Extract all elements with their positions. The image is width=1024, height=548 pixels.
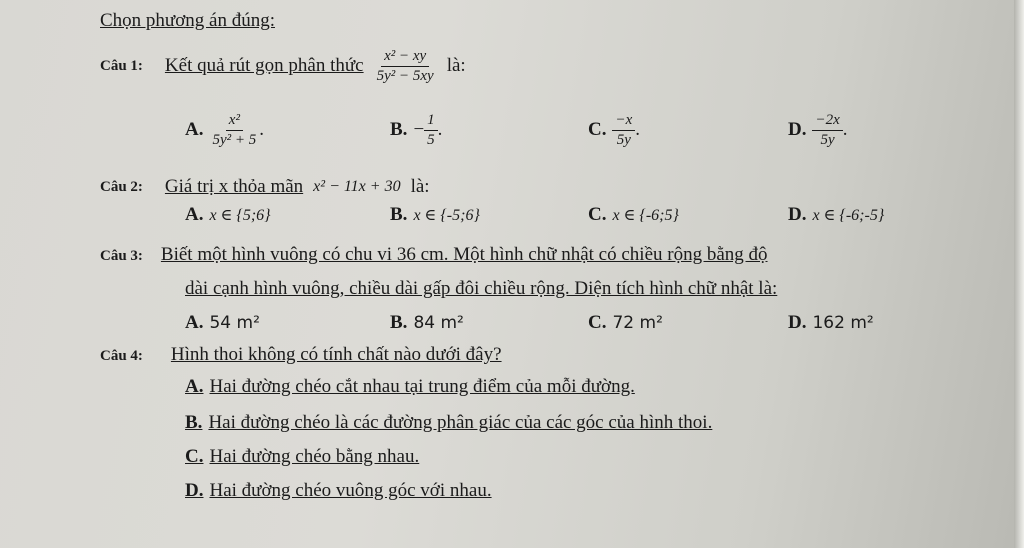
option-fraction bbox=[812, 112, 842, 148]
fraction-denominator: 5y² + 5 bbox=[212, 131, 257, 148]
option-text: x ∈ {-6;-5} bbox=[812, 207, 885, 224]
option-letter: C. bbox=[185, 446, 204, 467]
option-fraction bbox=[209, 112, 259, 148]
q3-option-a[interactable] bbox=[185, 312, 260, 334]
question-2 bbox=[100, 176, 430, 198]
fraction-denominator: 5y² − 5xy bbox=[376, 67, 434, 84]
question-2-suffix: là: bbox=[410, 176, 430, 197]
q1-option-a[interactable] bbox=[185, 112, 264, 148]
fraction-numerator: −x bbox=[612, 112, 635, 131]
question-2-expression: x² − 11x + 30 bbox=[313, 178, 401, 195]
option-letter: C. bbox=[588, 312, 607, 333]
question-1-label: Câu 1: bbox=[100, 57, 143, 74]
fraction-denominator: 5y bbox=[820, 131, 835, 148]
q2-option-d[interactable] bbox=[788, 204, 884, 226]
option-letter: A. bbox=[185, 204, 204, 225]
option-letter: B. bbox=[390, 204, 408, 225]
option-suffix: . bbox=[842, 119, 848, 140]
option-letter: B. bbox=[185, 412, 203, 433]
fraction-denominator: 5y bbox=[616, 131, 631, 148]
q4-option-b[interactable] bbox=[185, 412, 712, 434]
option-text: 72 m² bbox=[612, 313, 663, 333]
option-letter: D. bbox=[185, 480, 204, 501]
option-suffix: . bbox=[635, 119, 641, 140]
q4-option-c[interactable] bbox=[185, 446, 419, 468]
option-text: 162 m² bbox=[812, 313, 874, 333]
option-letter: B. bbox=[390, 119, 408, 140]
question-3 bbox=[100, 244, 768, 266]
q3-option-c[interactable] bbox=[588, 312, 663, 334]
question-2-text: Giá trị x thỏa mãn bbox=[164, 176, 304, 197]
question-1-fraction bbox=[374, 48, 437, 84]
option-suffix: . bbox=[437, 119, 443, 140]
option-suffix: . bbox=[259, 119, 265, 140]
option-text: x ∈ {5;6} bbox=[209, 207, 271, 224]
option-letter: D. bbox=[788, 312, 807, 333]
q1-option-b[interactable] bbox=[390, 112, 442, 148]
q3-option-d[interactable] bbox=[788, 312, 874, 334]
option-text: 84 m² bbox=[413, 313, 464, 333]
fraction-numerator: x² − xy bbox=[381, 48, 429, 67]
option-fraction bbox=[424, 112, 438, 148]
question-4-label: Câu 4: bbox=[100, 348, 143, 364]
question-3-line-2: dài cạnh hình vuông, chiều dài gấp đôi chiều rộng. Diện tích hình chữ nhật là: bbox=[185, 278, 778, 299]
option-letter: C. bbox=[588, 204, 607, 225]
option-letter: B. bbox=[390, 312, 408, 333]
option-text: x ∈ {-5;6} bbox=[413, 207, 480, 224]
question-4 bbox=[100, 344, 502, 366]
question-1-text: Kết quả rút gọn phân thức bbox=[164, 55, 364, 76]
option-prefix: − bbox=[413, 119, 425, 140]
section-heading: Chọn phương án đúng: bbox=[100, 10, 275, 31]
fraction-numerator: x² bbox=[226, 112, 243, 131]
option-text: Hai đường chéo vuông góc với nhau. bbox=[209, 480, 492, 501]
q2-option-c[interactable] bbox=[588, 204, 679, 226]
option-letter: A. bbox=[185, 119, 204, 140]
option-text: Hai đường chéo cắt nhau tại trung điểm của mỗi đường. bbox=[209, 376, 635, 397]
q3-option-b[interactable] bbox=[390, 312, 464, 334]
question-4-text: Hình thoi không có tính chất nào dưới đây? bbox=[170, 344, 502, 365]
option-text: x ∈ {-6;5} bbox=[612, 207, 679, 224]
option-letter: D. bbox=[788, 119, 807, 140]
option-letter: A. bbox=[185, 376, 204, 397]
q4-option-d[interactable] bbox=[185, 480, 492, 502]
page-edge-shadow bbox=[1014, 0, 1024, 548]
option-text: Hai đường chéo là các đường phân giác của các góc của hình thoi. bbox=[208, 412, 713, 433]
fraction-denominator: 5 bbox=[427, 131, 435, 148]
q2-option-a[interactable] bbox=[185, 204, 271, 226]
q2-option-b[interactable] bbox=[390, 204, 480, 226]
question-1-suffix: là: bbox=[446, 55, 466, 76]
fraction-numerator: −2x bbox=[812, 112, 842, 131]
q1-option-d[interactable] bbox=[788, 112, 848, 148]
option-letter: A. bbox=[185, 312, 204, 333]
question-3-line-1: Biết một hình vuông có chu vi 36 cm. Một hình chữ nhật có chiều rộng bằng độ bbox=[160, 244, 768, 265]
question-3-label: Câu 3: bbox=[100, 248, 143, 264]
fraction-numerator: 1 bbox=[424, 112, 438, 131]
question-2-label: Câu 2: bbox=[100, 178, 143, 195]
option-letter: D. bbox=[788, 204, 807, 225]
q4-option-a[interactable] bbox=[185, 376, 635, 398]
option-text: Hai đường chéo bằng nhau. bbox=[209, 446, 420, 467]
q1-option-c[interactable] bbox=[588, 112, 640, 148]
option-letter: C. bbox=[588, 119, 607, 140]
option-fraction bbox=[612, 112, 635, 148]
question-1 bbox=[100, 48, 466, 84]
option-text: 54 m² bbox=[209, 313, 260, 333]
